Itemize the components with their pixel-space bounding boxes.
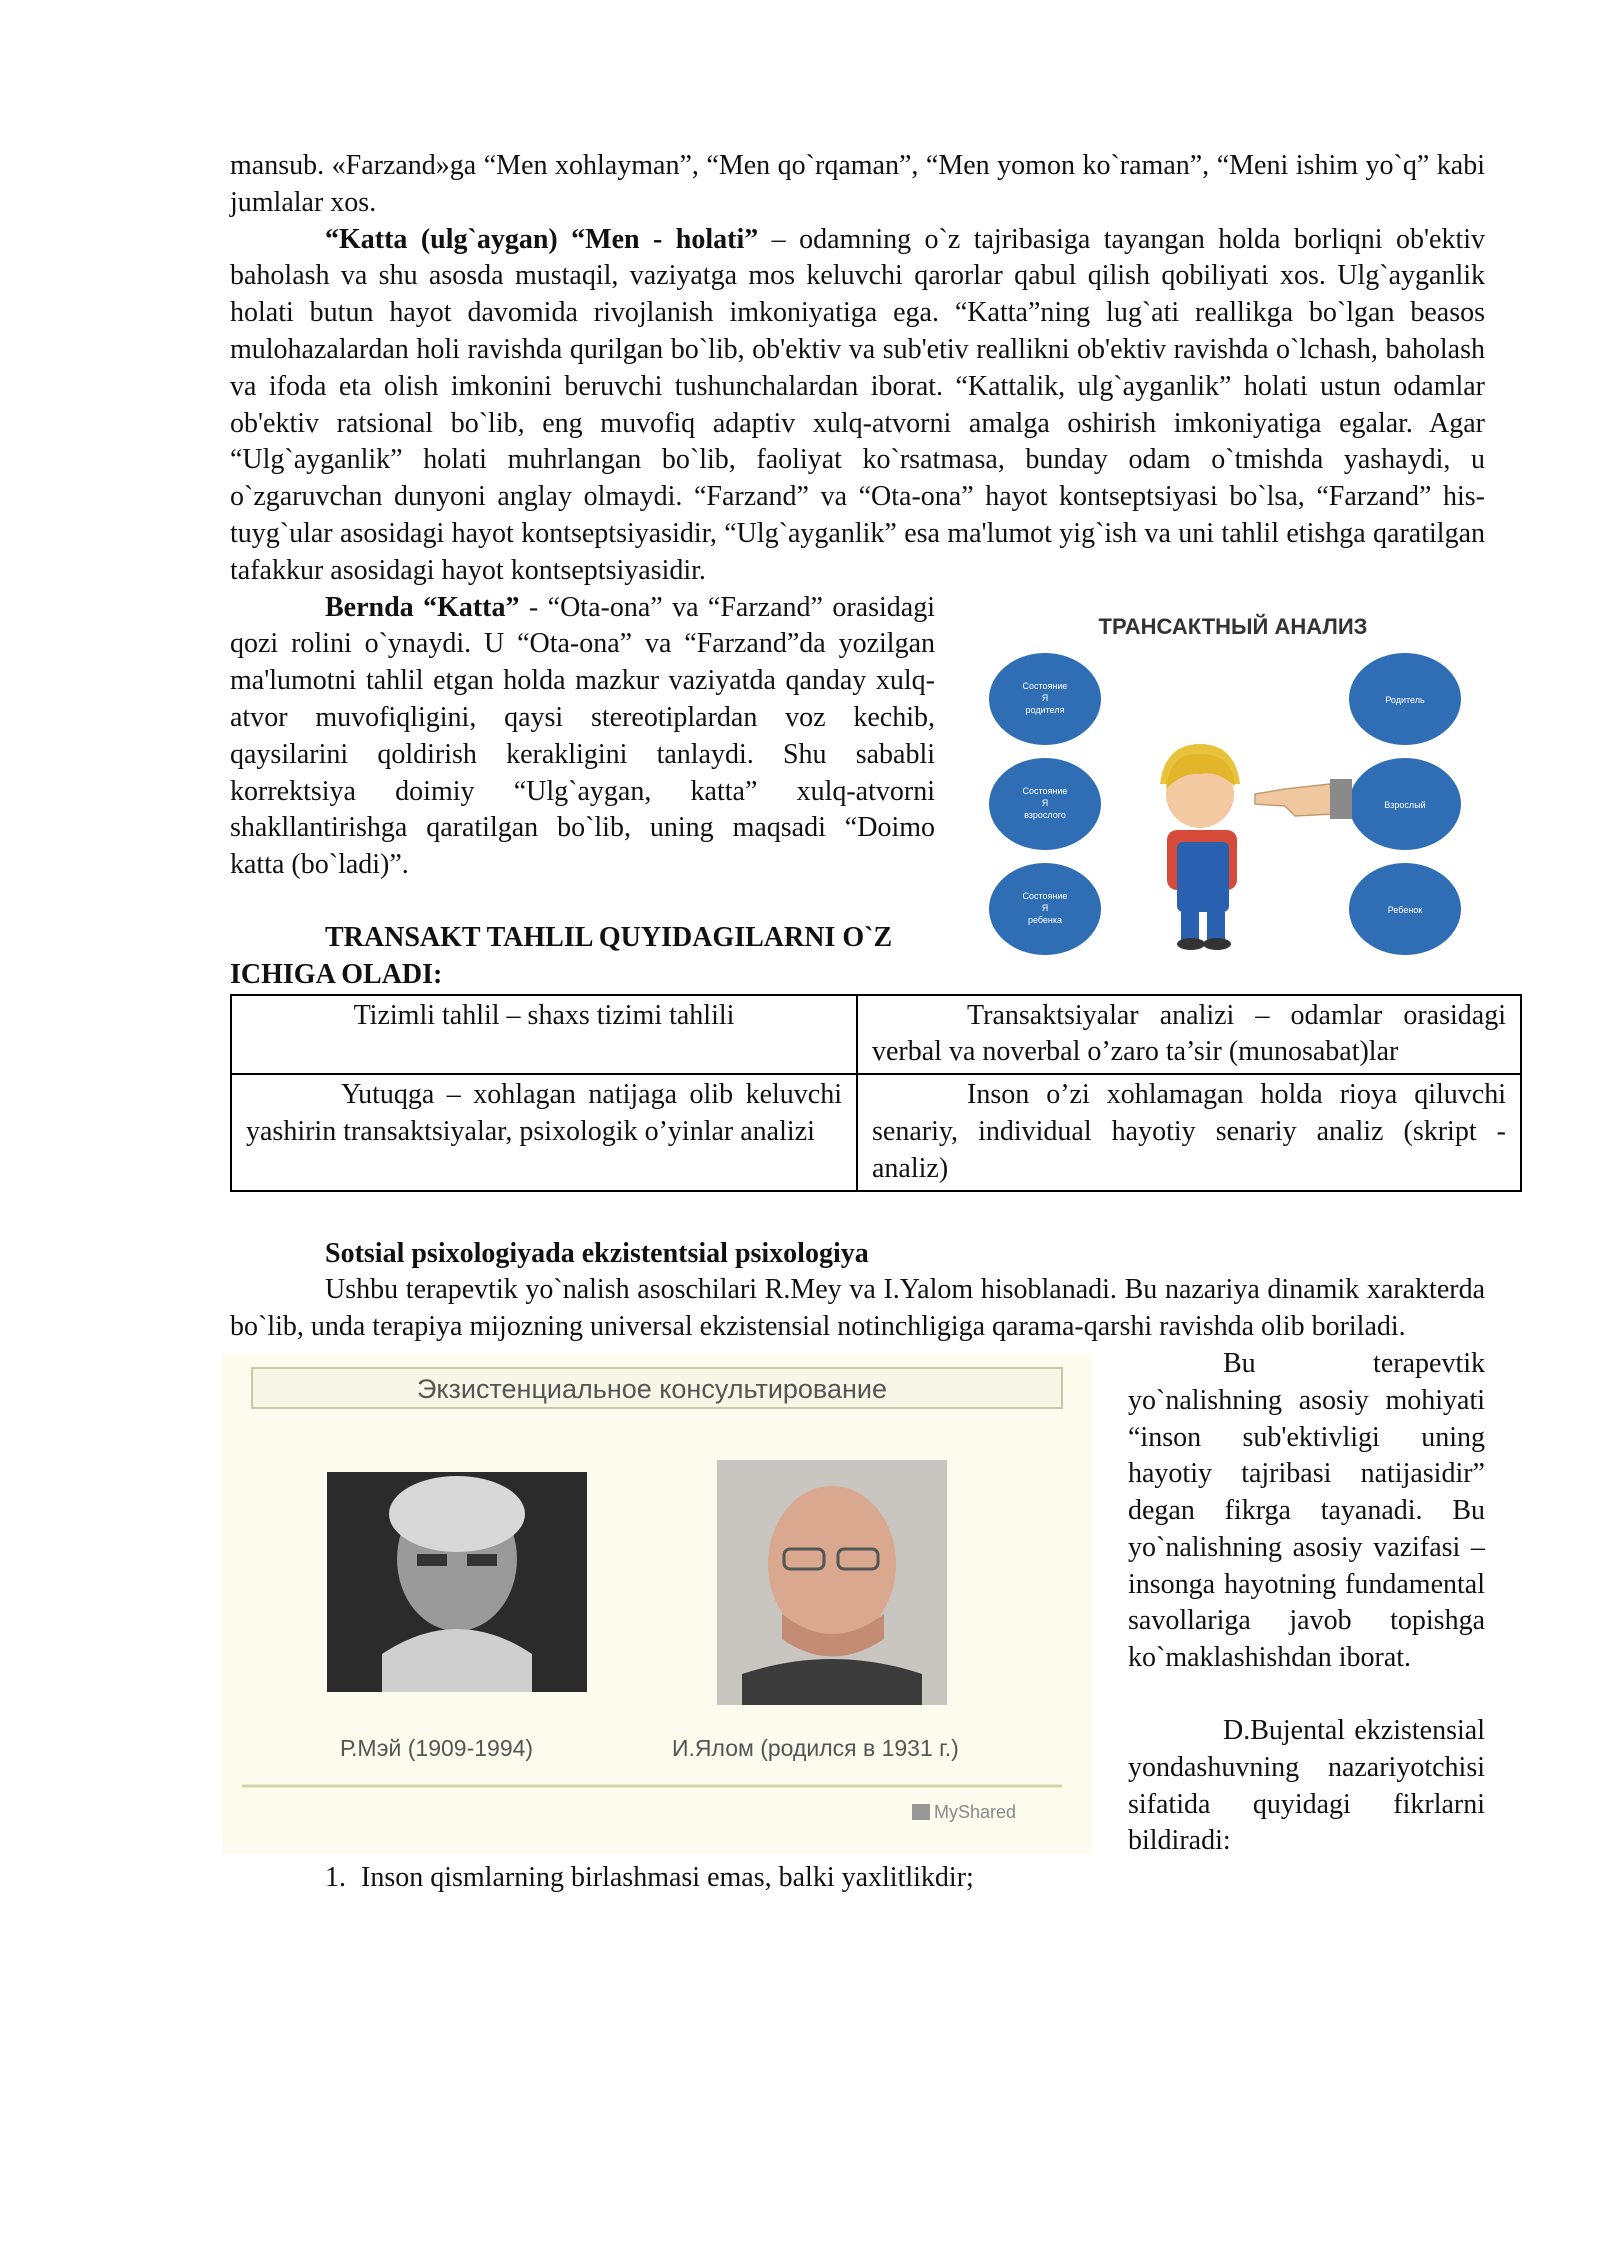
transactional-analysis-illustration (955, 594, 1485, 984)
list-item (230, 1860, 1485, 1897)
paragraph-5: Bu terapevtik yo`nalishning asosiy mohiyati “inson sub'ektivligi uning hayotiy tajribasi natijasidir” degan fikrga tayanadi. Bu yo`nalishning asosiy vazifasi – insonga hayotning fundamental savollariga javob topishga ko`maklashishdan iborat. (1128, 1347, 1485, 1674)
svg-text:взрослого: взрослого (1024, 809, 1066, 820)
pointing-hand-icon (1255, 779, 1352, 819)
figure-title: ТРАНСАКТНЫЙ АНАЛИЗ (1098, 613, 1368, 639)
paragraph-6: D.Bujental ekzistensial yondashuvning nazariyotchisi sifatida quyidagi fikrlarni bildiradi: (1128, 1715, 1485, 1857)
transactional-analysis-table (230, 994, 1522, 1192)
existential-counseling-figure (222, 1354, 1092, 1854)
table-cell: Tizimli tahlil – shaxs tizimi tahlili (231, 995, 857, 1075)
svg-text:родителя: родителя (1025, 704, 1065, 715)
table-cell: Inson o’zi xohlamagan holda rioya qiluvchi senariy, individual hayotiy senariy analiz (skript - analiz) (857, 1074, 1521, 1190)
svg-text:MyShared: MyShared (934, 1801, 1017, 1822)
svg-text:Ребенок: Ребенок (1387, 904, 1423, 915)
caption-r-may: Р.Мэй (1909-1994) (340, 1734, 534, 1761)
table-row (231, 995, 1521, 1075)
section-heading-transakt: TRANSAKT TAHLIL QUYIDAGILARNI O`Z ICHIGA OLADI: (230, 921, 893, 990)
paragraph-3-text: - “Ota-ona” va “Farzand” orasidagi qozi rolini o`ynaydi. U “Ota-ona” va “Farzand”da yozilgan ma'lumotni tahlil etgan holda mazkur vaziyatda qanday xulq-atvor muvofiqligini, qaysi stereotiplardan voz kechib, qaysilarini qoldirish kerakligini tanlaydi. Shu sababli korrektsiya doimiy “Ulg`aygan, katta” xulq-atvorni shakllantirishga qaratilgan bo`lib, uning maqsadi “Doimo katta (bo`ladi)”. (230, 591, 935, 881)
myshared-watermark-logo (912, 1802, 1016, 1822)
svg-text:Состояние: Состояние (1022, 890, 1068, 901)
paragraph-2 (230, 222, 1485, 590)
svg-text:Я: Я (1041, 902, 1049, 913)
svg-text:Состояние: Состояние (1022, 680, 1068, 691)
child-figure-icon (1160, 744, 1240, 950)
list-number: 1. (325, 1862, 346, 1894)
circle-child (1349, 863, 1461, 955)
svg-text:Я: Я (1041, 692, 1049, 703)
existential-counseling-illustration (222, 1354, 1092, 1854)
circle-adult-state (989, 758, 1101, 850)
caption-i-yalom: И.Ялом (родился в 1931 г.) (672, 1734, 959, 1761)
svg-text:Состояние: Состояние (1022, 785, 1068, 796)
circle-parent (1349, 653, 1461, 745)
term-bernda-katta: Bernda “Katta” (325, 591, 520, 623)
section-heading-existential: Sotsial psixologiyada ekzistentsial psixologiya (325, 1237, 869, 1269)
table-cell: Transaktsiyalar analizi – odamlar orasidagi verbal va noverbal o’zaro ta’sir (munosabat)lar (857, 995, 1521, 1075)
svg-text:Я: Я (1041, 797, 1049, 808)
term-katta-holati: “Katta (ulg`aygan) “Men - holati” (325, 223, 759, 255)
list-text: Inson qismlarning birlashmasi emas, balki yaxlitlikdir; (361, 1862, 974, 1894)
photo-r-may (327, 1472, 587, 1692)
photo-i-yalom (717, 1460, 947, 1705)
paragraph-4: Ushbu terapevtik yo`nalish asoschilari R.Mey va I.Yalom hisoblanadi. Bu nazariya dinamik xarakterda bo`lib, unda terapiya mijozning universal ekzistensial notinchligiga qarama-qarshi ravishda olib boriladi. (230, 1274, 1485, 1343)
svg-text:ребенка: ребенка (1027, 914, 1063, 925)
svg-text:Взрослый: Взрослый (1384, 799, 1426, 810)
table-row (231, 1074, 1521, 1190)
table-cell: Yutuqga – xohlagan natijaga olib keluvchi yashirin transaktsiyalar, psixologik o’yinlar analizi (231, 1074, 857, 1190)
circle-parent-state (989, 653, 1101, 745)
circle-adult (1349, 758, 1461, 850)
paragraph-1: mansub. «Farzand»ga “Men xohlayman”, “Men qo`rqaman”, “Men yomon ko`raman”, “Meni ishim yo`q” kabi jumlalar xos. (230, 150, 1485, 218)
circle-child-state (989, 863, 1101, 955)
paragraph-2-text: – odamning o`z tajribasiga tayangan holda borliqni ob'ektiv baholash va shu asosda mustaqil, vaziyatga mos keluvchi qarorlar qabul qilish qobiliyati xos. Ulg`ayganlik holati butun hayot davomida rivojlanish imkoniyatiga ega. “Katta”ning lug`ati reallikga bo`lgan beasos mulohazalardan holi ravishda qurilgan bo`lib, ob'ektiv va sub'etiv reallikni ob'ektiv ravishda o`lchash, baholash va ifoda eta olish imkonini beruvchi tushunchalardan iborat. “Kattalik, ulg`ayganlik” holati ustun odamlar ob'ektiv ratsional bo`lib, eng muvofiq adaptiv xulq-atvorni amalga oshirish imkoniyatiga egalar. Agar “Ulg`ayganlik” holati muhrlangan bo`lib, faoliyat ko`rsatmasa, bunday odam o`tmishda yashaydi, u o`zgaruvchan dunyoni anglay olmaydi. “Farzand” va “Ota-ona” hayot kontseptsiyasi bo`lsa, “Farzand” his-tuyg`ular asosidagi hayot kontseptsiyasidir, “Ulg`ayganlik” esa ma'lumot yig`ish va uni tahlil etishga qaratilgan tafakkur asosidagi hayot kontseptsiyasidir. (230, 223, 1485, 586)
svg-text:Родитель: Родитель (1385, 694, 1425, 705)
document-page (230, 148, 1506, 1897)
transactional-analysis-figure (955, 594, 1485, 984)
spacer (230, 1192, 1485, 1236)
figure-title: Экзистенциальное консультирование (416, 1373, 888, 1404)
